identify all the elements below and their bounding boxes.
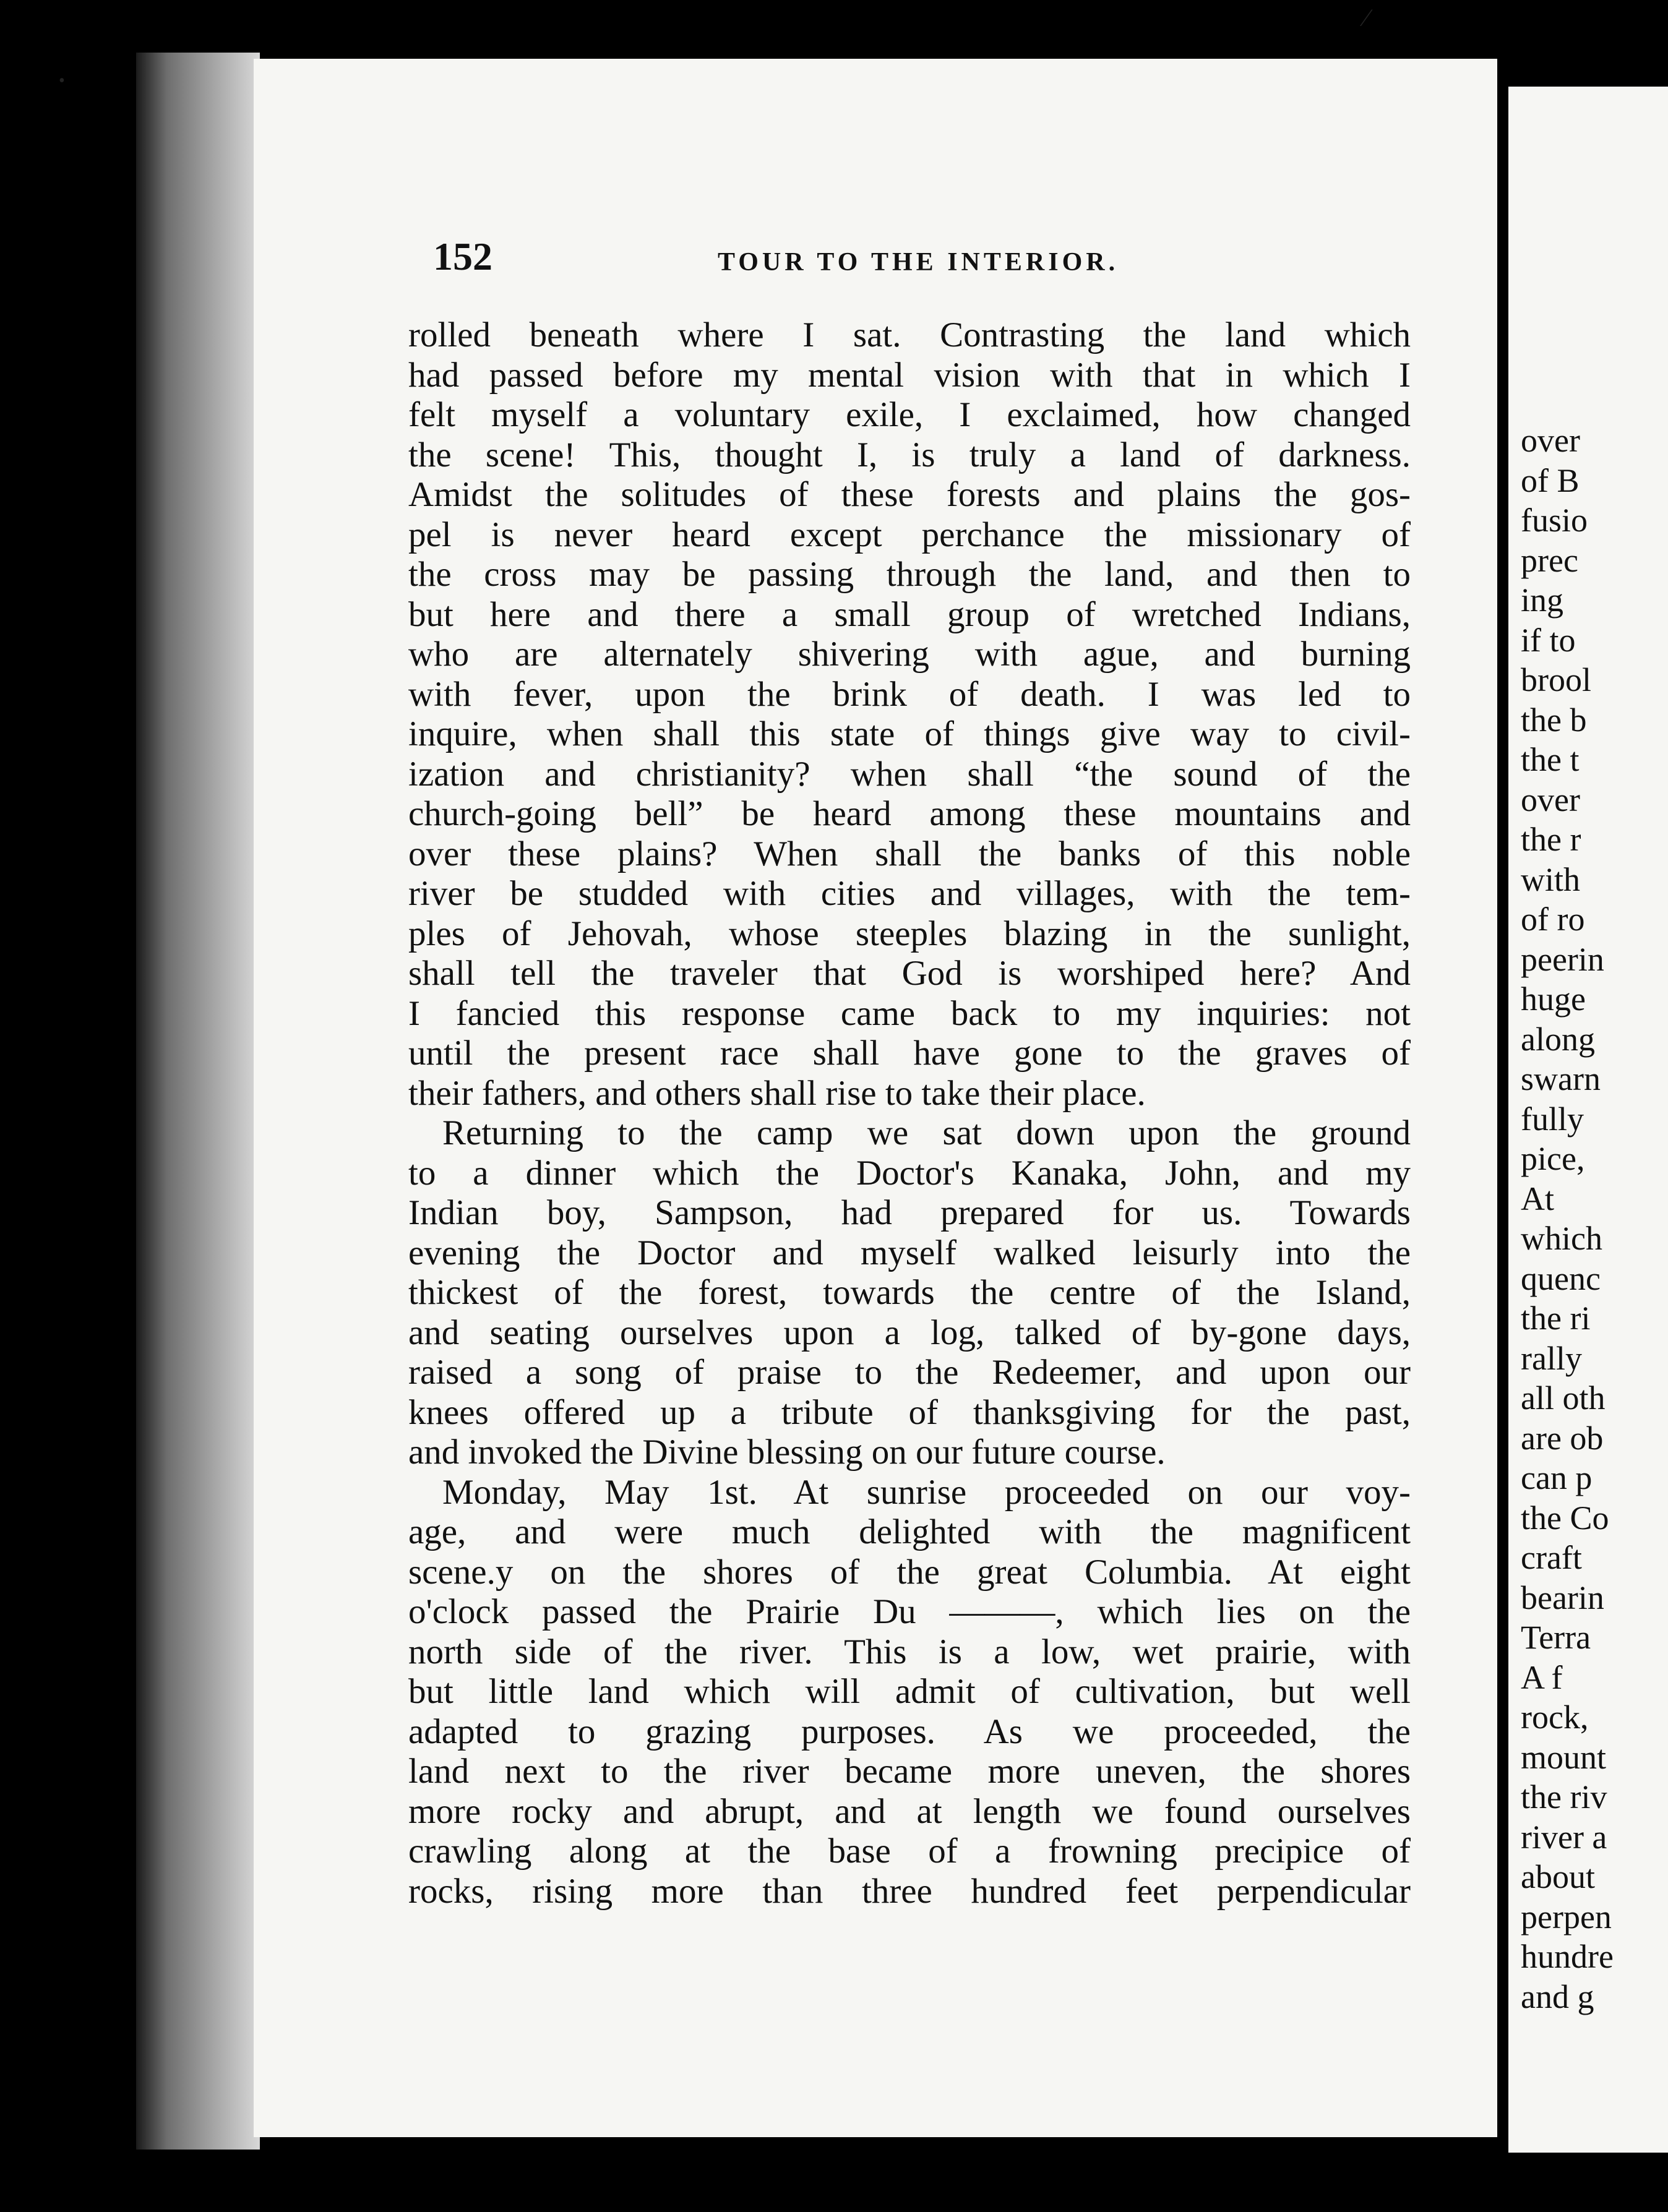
page-stack-edge bbox=[136, 53, 260, 2150]
right-page-body bbox=[1521, 421, 1614, 2017]
text-line: over bbox=[1521, 422, 1580, 459]
text-line: who are alternately shivering with ague, and burning bbox=[408, 635, 1411, 674]
text-line: the ri bbox=[1521, 1300, 1591, 1337]
text-line: rocks, rising more than three hundred feet perpendicular bbox=[408, 1871, 1411, 1911]
text-line: with bbox=[1521, 860, 1581, 898]
text-line: can p bbox=[1521, 1459, 1593, 1496]
text-line: over bbox=[1521, 781, 1580, 818]
text-line: perpen bbox=[1521, 1898, 1612, 1936]
text-line: shall tell the traveler that God is worshiped here? And bbox=[408, 954, 1411, 993]
text-line: A f bbox=[1521, 1658, 1563, 1696]
text-line: age, and were much delighted with the magnificent bbox=[408, 1512, 1411, 1551]
text-line: swarn bbox=[1521, 1060, 1601, 1097]
scan-artifact-mark: ⁄ bbox=[1364, 4, 1369, 32]
text-line: raised a song of praise to the Redeemer, and upon our bbox=[408, 1353, 1411, 1392]
text-line: until the present race shall have gone to the graves of bbox=[408, 1034, 1411, 1073]
text-line: peerin bbox=[1521, 940, 1604, 978]
text-line: but little land which will admit of cultivation, but well bbox=[408, 1672, 1411, 1711]
text-line: of B bbox=[1521, 461, 1580, 499]
text-line: rolled beneath where I sat. Contrasting the land which bbox=[408, 315, 1411, 354]
text-line: ization and christianity? when shall “the sound of the bbox=[408, 754, 1411, 794]
text-line: and g bbox=[1521, 1978, 1594, 2015]
text-line: of ro bbox=[1521, 901, 1585, 938]
text-line: scene.y on the shores of the great Columbia. At eight bbox=[408, 1552, 1411, 1592]
text-line: prec bbox=[1521, 541, 1578, 579]
text-line: and seating ourselves upon a log, talked of by-gone days, bbox=[408, 1313, 1411, 1352]
text-line: river a bbox=[1521, 1818, 1607, 1856]
text-line: which bbox=[1521, 1220, 1602, 1257]
text-line: thickest of the forest, towards the centre of the Island, bbox=[408, 1273, 1411, 1312]
text-line: Terra bbox=[1521, 1619, 1591, 1656]
text-line: ples of Jehovah, whose steeples blazing in the sunlight, bbox=[408, 914, 1411, 953]
text-line: land next to the river became more uneven, the shores bbox=[408, 1752, 1411, 1791]
text-line: fully bbox=[1521, 1100, 1584, 1138]
text-line: evening the Doctor and myself walked leisurly into the bbox=[408, 1233, 1411, 1272]
text-line: the cross may be passing through the land, and then to bbox=[408, 555, 1411, 594]
left-page-body bbox=[408, 315, 1411, 1911]
text-line: with fever, upon the brink of death. I was led to bbox=[408, 674, 1411, 714]
text-line: church-going bell” be heard among these mountains and bbox=[408, 794, 1411, 833]
text-line: pel is never heard except perchance the missionary of bbox=[408, 515, 1411, 554]
text-line: Monday, May 1st. At sunrise proceeded on our voy- bbox=[442, 1472, 1411, 1512]
text-line: Indian boy, Sampson, had prepared for us. Towards bbox=[408, 1193, 1411, 1232]
text-line: inquire, when shall this state of things give way to civil- bbox=[408, 714, 1411, 753]
text-line: At bbox=[1521, 1180, 1554, 1217]
page-number: 152 bbox=[433, 234, 492, 278]
text-line: ing bbox=[1521, 581, 1564, 619]
text-line: felt myself a voluntary exile, I exclaimed, how changed bbox=[408, 395, 1411, 434]
text-line: bearin bbox=[1521, 1579, 1604, 1616]
text-line: north side of the river. This is a low, wet prairie, with bbox=[408, 1632, 1411, 1671]
text-line: the riv bbox=[1521, 1778, 1607, 1815]
text-line: rally bbox=[1521, 1339, 1582, 1377]
text-line: crawling along at the base of a frowning precipice of bbox=[408, 1832, 1411, 1871]
running-title: TOUR TO THE INTERIOR. bbox=[718, 248, 1119, 276]
text-line: about bbox=[1521, 1858, 1595, 1895]
text-line: if to bbox=[1521, 621, 1576, 659]
text-line: all oth bbox=[1521, 1379, 1606, 1417]
text-line: had passed before my mental vision with that in which I bbox=[408, 355, 1411, 395]
text-line: Amidst the solitudes of these forests and plains the gos- bbox=[408, 475, 1411, 514]
text-line: craft bbox=[1521, 1539, 1582, 1576]
text-line: but here and there a small group of wretched Indians, bbox=[408, 594, 1411, 634]
text-line: huge bbox=[1521, 980, 1586, 1018]
text-line: over these plains? When shall the banks of this noble bbox=[408, 834, 1411, 873]
text-line: mount bbox=[1521, 1738, 1607, 1776]
text-line: the Co bbox=[1521, 1499, 1609, 1537]
text-line: adapted to grazing purposes. As we proceeded, the bbox=[408, 1712, 1411, 1751]
text-line: knees offered up a tribute of thanksgiving for the past, bbox=[408, 1392, 1411, 1432]
text-line: quenc bbox=[1521, 1259, 1601, 1297]
text-line: and invoked the Divine blessing on our future course. bbox=[408, 1433, 1166, 1472]
text-line: their fathers, and others shall rise to take their place. bbox=[408, 1073, 1146, 1113]
text-line: pice, bbox=[1521, 1140, 1585, 1177]
text-line: fusio bbox=[1521, 502, 1588, 539]
scan-artifact-mark: • bbox=[59, 71, 65, 90]
text-line: hundre bbox=[1521, 1938, 1614, 1975]
text-line: river be studded with cities and villages, with the tem- bbox=[408, 874, 1411, 913]
text-line: Returning to the camp we sat down upon the ground bbox=[442, 1113, 1411, 1152]
text-line: the scene! This, thought I, is truly a land of darkness. bbox=[408, 435, 1411, 474]
book-gutter bbox=[1497, 56, 1508, 2140]
text-line: rock, bbox=[1521, 1699, 1589, 1736]
right-page bbox=[1508, 87, 1668, 2153]
text-line: I fancied this response came back to my inquiries: not bbox=[408, 993, 1411, 1033]
text-line: the b bbox=[1521, 701, 1587, 739]
text-line: the r bbox=[1521, 821, 1581, 858]
text-line: to a dinner which the Doctor's Kanaka, John, and my bbox=[408, 1153, 1411, 1193]
text-line: o'clock passed the Prairie Du ———, which lies on the bbox=[408, 1592, 1411, 1631]
text-line: more rocky and abrupt, and at length we found ourselves bbox=[408, 1791, 1411, 1831]
text-line: brool bbox=[1521, 661, 1591, 698]
text-line: along bbox=[1521, 1020, 1595, 1058]
text-line: are ob bbox=[1521, 1419, 1604, 1457]
text-line: the t bbox=[1521, 741, 1580, 778]
